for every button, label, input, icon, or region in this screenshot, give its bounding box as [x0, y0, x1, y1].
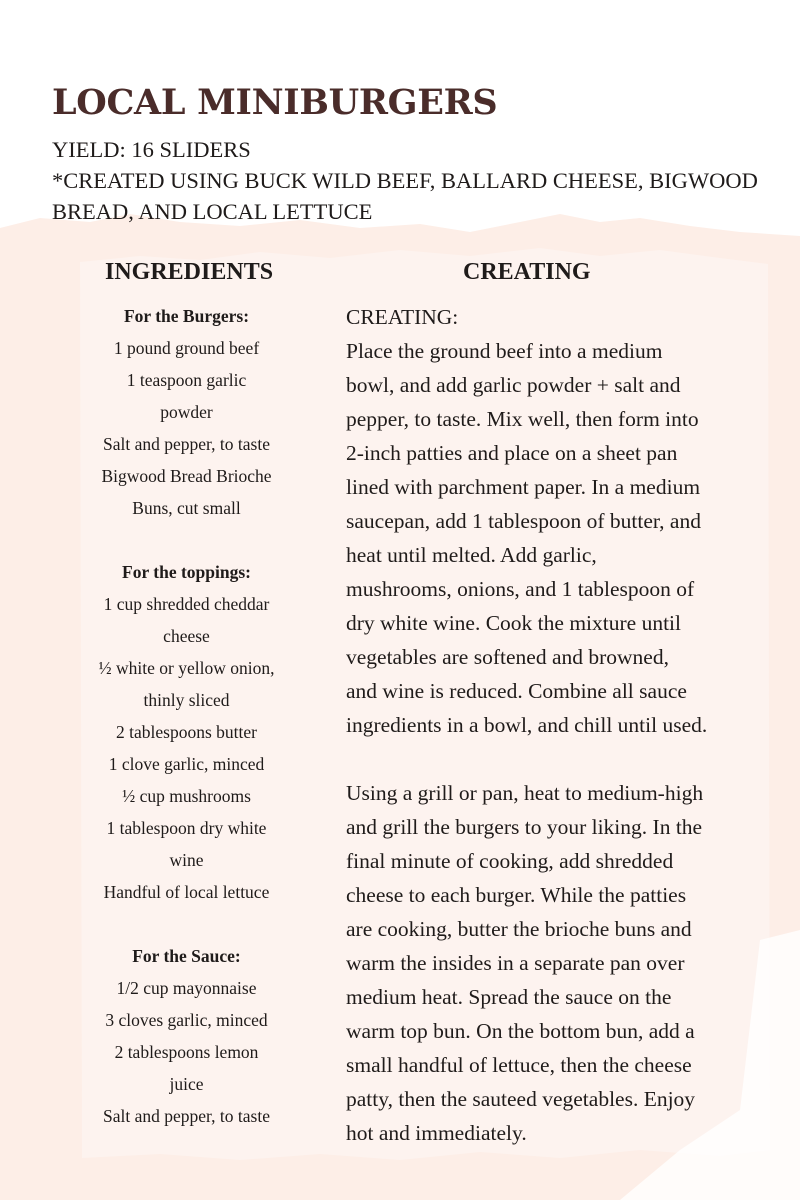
instruction-line: pepper, to taste. Mix well, then form into: [346, 407, 699, 431]
ingredient-line: powder: [160, 402, 213, 422]
ingredient-line: ½ cup mushrooms: [122, 786, 251, 806]
instruction-line: Using a grill or pan, heat to medium-high: [346, 781, 704, 805]
instruction-line: ingredients in a bowl, and chill until used.: [346, 713, 708, 737]
ingredient-line: thinly sliced: [143, 690, 230, 710]
ingredient-line: 1 clove garlic, minced: [108, 754, 265, 774]
recipe-yield: YIELD: 16 SLIDERS: [52, 137, 251, 162]
toppings-subheading: For the toppings:: [122, 562, 251, 582]
sauce-subheading: For the Sauce:: [132, 946, 241, 966]
section-spacer: [80, 908, 293, 940]
recipe-credit-line-1: *CREATED USING BUCK WILD BEEF, BALLARD CHEESE, BIGWOOD: [52, 168, 758, 193]
instruction-line: 2-inch patties and place on a sheet pan: [346, 441, 678, 465]
ingredient-line: 2 tablespoons lemon: [114, 1042, 259, 1062]
ingredient-line: 1/2 cup mayonnaise: [116, 978, 257, 998]
instruction-line: bowl, and add garlic powder + salt and: [346, 373, 681, 397]
instruction-line: warm top bun. On the bottom bun, add a: [346, 1019, 695, 1043]
ingredient-line: Salt and pepper, to taste: [103, 1106, 270, 1126]
ingredient-line: wine: [169, 850, 204, 870]
ingredients-heading: INGREDIENTS: [105, 259, 274, 285]
ingredient-line: cheese: [163, 626, 210, 646]
creating-heading: CREATING: [463, 259, 591, 285]
instruction-line: lined with parchment paper. In a medium: [346, 475, 701, 499]
instruction-line: dry white wine. Cook the mixture until: [346, 611, 681, 635]
instruction-line: patty, then the sauteed vegetables. Enjoy: [346, 1087, 696, 1111]
instruction-line: are cooking, butter the brioche buns and: [346, 917, 692, 941]
section-spacer: [80, 524, 293, 556]
instruction-line: hot and immediately.: [346, 1121, 527, 1145]
instruction-line: medium heat. Spread the sauce on the: [346, 985, 672, 1009]
ingredient-line: juice: [169, 1074, 204, 1094]
paragraph-spacer: [346, 742, 766, 776]
recipe-credit-line-2: BREAD, AND LOCAL LETTUCE: [52, 199, 373, 224]
instruction-line: warm the insides in a separate pan over: [346, 951, 685, 975]
ingredient-line: Bigwood Bread Brioche: [101, 466, 272, 486]
instruction-line: heat until melted. Add garlic,: [346, 543, 597, 567]
instruction-line: Place the ground beef into a medium: [346, 339, 663, 363]
instruction-line: CREATING:: [346, 305, 459, 329]
instruction-line: small handful of lettuce, then the cheese: [346, 1053, 692, 1077]
instruction-line: and grill the burgers to your liking. In the: [346, 815, 703, 839]
ingredient-line: Buns, cut small: [132, 498, 241, 518]
ingredients-list: [80, 300, 293, 1132]
burgers-subheading: For the Burgers:: [123, 306, 250, 326]
creating-instructions: [346, 300, 766, 1150]
instruction-line: vegetables are softened and browned,: [346, 645, 669, 669]
ingredient-line: 1 pound ground beef: [113, 338, 260, 358]
ingredient-line: Handful of local lettuce: [103, 882, 270, 902]
ingredient-line: 1 cup shredded cheddar: [103, 594, 270, 614]
instruction-line: mushrooms, onions, and 1 tablespoon of: [346, 577, 695, 601]
instruction-line: and wine is reduced. Combine all sauce: [346, 679, 687, 703]
instruction-line: final minute of cooking, add shredded: [346, 849, 674, 873]
ingredient-line: Salt and pepper, to taste: [103, 434, 270, 454]
ingredient-line: 2 tablespoons butter: [116, 722, 257, 742]
ingredient-line: 3 cloves garlic, minced: [105, 1010, 268, 1030]
instruction-line: cheese to each burger. While the patties: [346, 883, 687, 907]
recipe-title: LOCAL MINIBURGERS: [52, 82, 498, 123]
instruction-line: saucepan, add 1 tablespoon of butter, and: [346, 509, 701, 533]
ingredient-line: 1 teaspoon garlic: [126, 370, 247, 390]
ingredient-line: ½ white or yellow onion,: [98, 658, 275, 678]
ingredient-line: 1 tablespoon dry white: [106, 818, 267, 838]
